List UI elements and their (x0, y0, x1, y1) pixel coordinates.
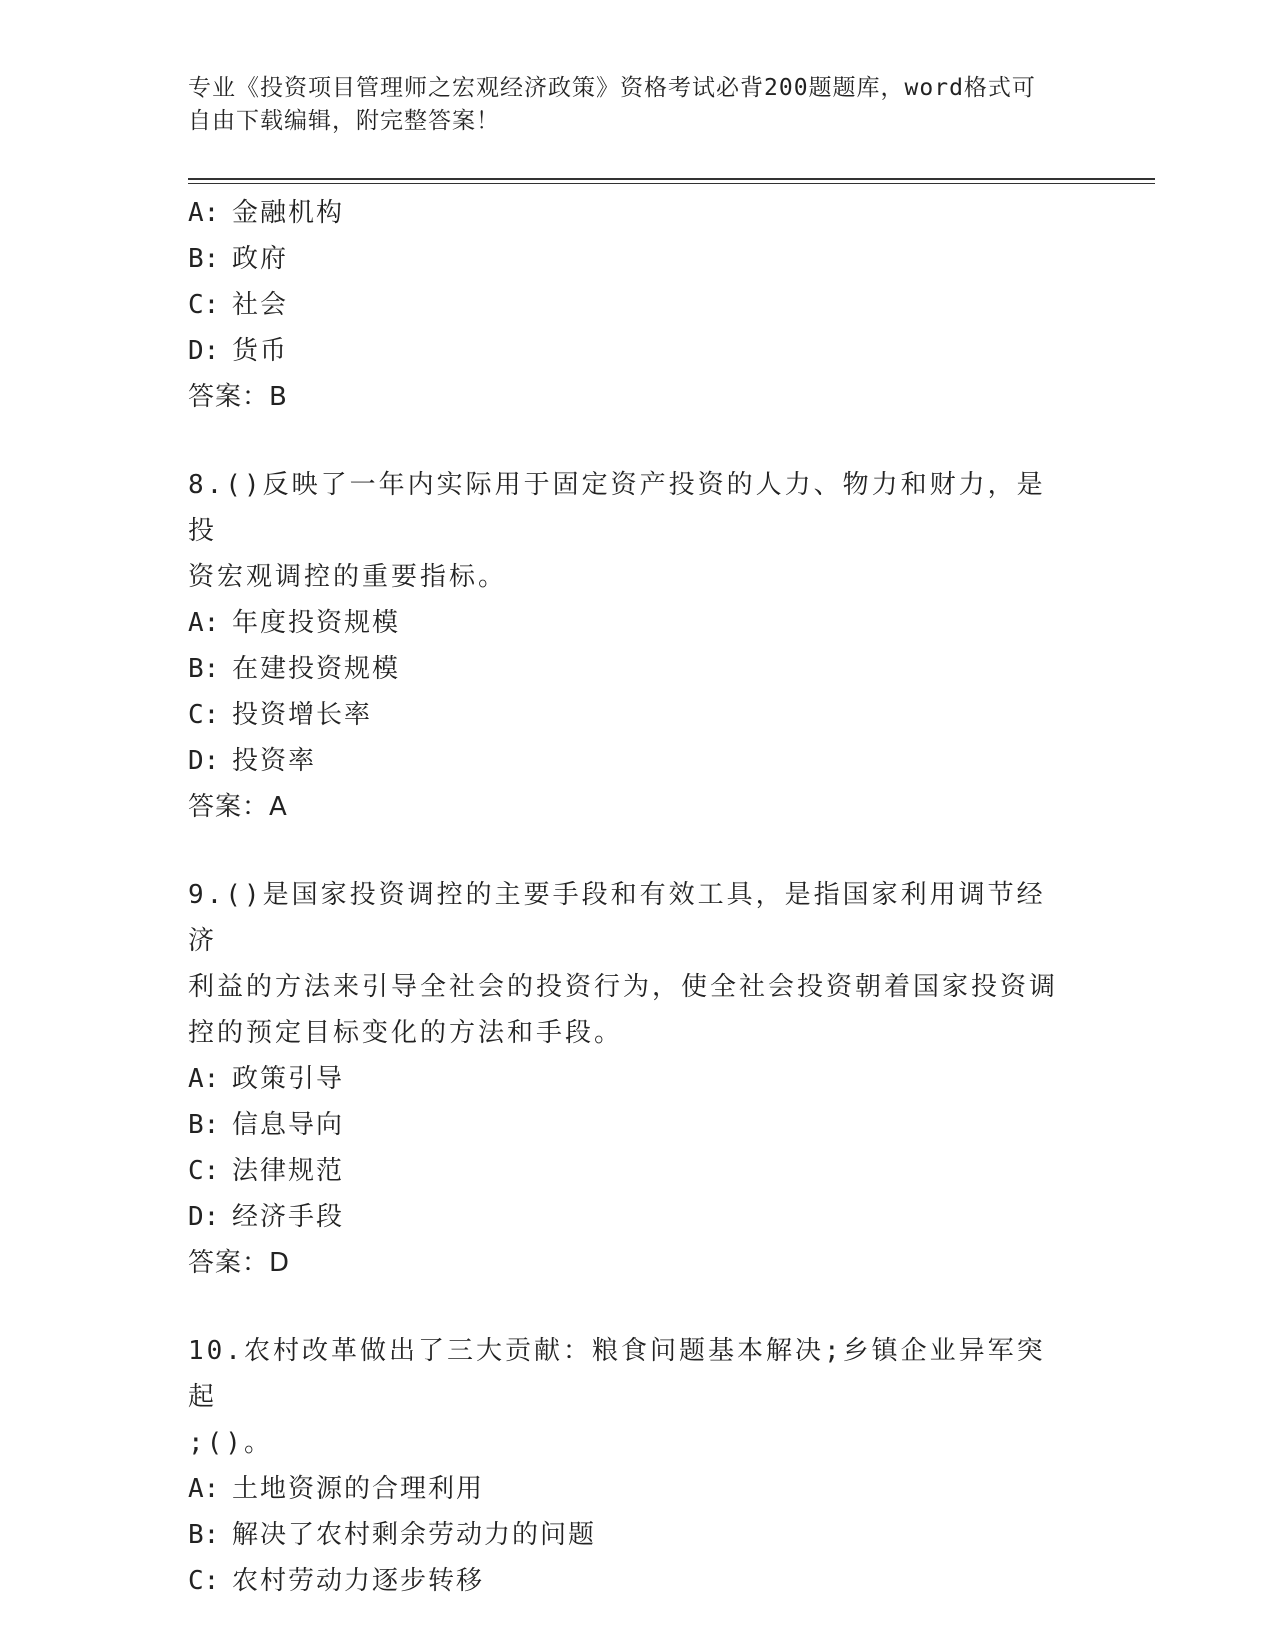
question-9 (188, 872, 1068, 1286)
question-8 (188, 462, 1068, 830)
option-text: 解决了农村剩余劳动力的问题 (232, 1520, 597, 1550)
header-line-1: 专业《投资项目管理师之宏观经济政策》资格考试必背200题题库，word格式可 (188, 75, 1036, 101)
option-text: 社会 (232, 290, 289, 320)
option-c: C: 农村劳动力逐步转移 (188, 1566, 485, 1596)
option-text: 信息导向 (232, 1110, 345, 1140)
option-b: B: 在建投资规模 (188, 654, 401, 684)
question-list (188, 190, 1068, 1604)
option-text: 政策引导 (232, 1064, 345, 1094)
header-divider-thin (188, 183, 1155, 184)
option-a: A: 年度投资规模 (188, 608, 401, 638)
option-b: B: 政府 (188, 244, 289, 274)
question-text: 9.()是国家投资调控的主要手段和有效工具，是指国家利用调节经济 利益的方法来引导全社会的投资行为，使全社会投资朝着国家投资调 控的预定目标变化的方法和手段。 (188, 880, 1059, 1048)
question-text: 8.()反映了一年内实际用于固定资产投资的人力、物力和财力，是投 资宏观调控的重要指标。 (188, 470, 1046, 592)
question-text: 10.农村改革做出了三大贡献：粮食问题基本解决;乡镇企业异军突起 ;()。 (188, 1336, 1046, 1458)
option-d: D: 投资率 (188, 746, 317, 776)
option-text: 年度投资规模 (232, 608, 401, 638)
option-a: A: 金融机构 (188, 198, 345, 228)
option-a: A: 政策引导 (188, 1064, 345, 1094)
option-c: C: 法律规范 (188, 1156, 345, 1186)
answer: 答案：B (188, 382, 288, 412)
option-text: 在建投资规模 (232, 654, 401, 684)
header-line-2: 自由下载编辑，附完整答案！ (188, 108, 500, 134)
option-d: D: 货币 (188, 336, 289, 366)
option-a: A: 土地资源的合理利用 (188, 1474, 485, 1504)
answer: 答案：D (188, 1248, 291, 1278)
option-text: 土地资源的合理利用 (232, 1474, 485, 1504)
document-header (188, 72, 1068, 138)
header-divider (188, 178, 1155, 180)
option-c: C: 投资增长率 (188, 700, 373, 730)
option-c: C: 社会 (188, 290, 289, 320)
option-text: 投资率 (232, 746, 317, 776)
option-b: B: 信息导向 (188, 1110, 345, 1140)
option-text: 农村劳动力逐步转移 (232, 1566, 485, 1596)
option-d: D: 经济手段 (188, 1202, 345, 1232)
option-text: 货币 (232, 336, 289, 366)
question-10 (188, 1328, 1068, 1604)
option-text: 金融机构 (232, 198, 345, 228)
option-text: 投资增长率 (232, 700, 373, 730)
option-text: 经济手段 (232, 1202, 345, 1232)
answer: 答案：A (188, 792, 288, 822)
question-7-continued (188, 190, 1068, 420)
option-text: 政府 (232, 244, 289, 274)
option-text: 法律规范 (232, 1156, 345, 1186)
option-b: B: 解决了农村剩余劳动力的问题 (188, 1520, 597, 1550)
